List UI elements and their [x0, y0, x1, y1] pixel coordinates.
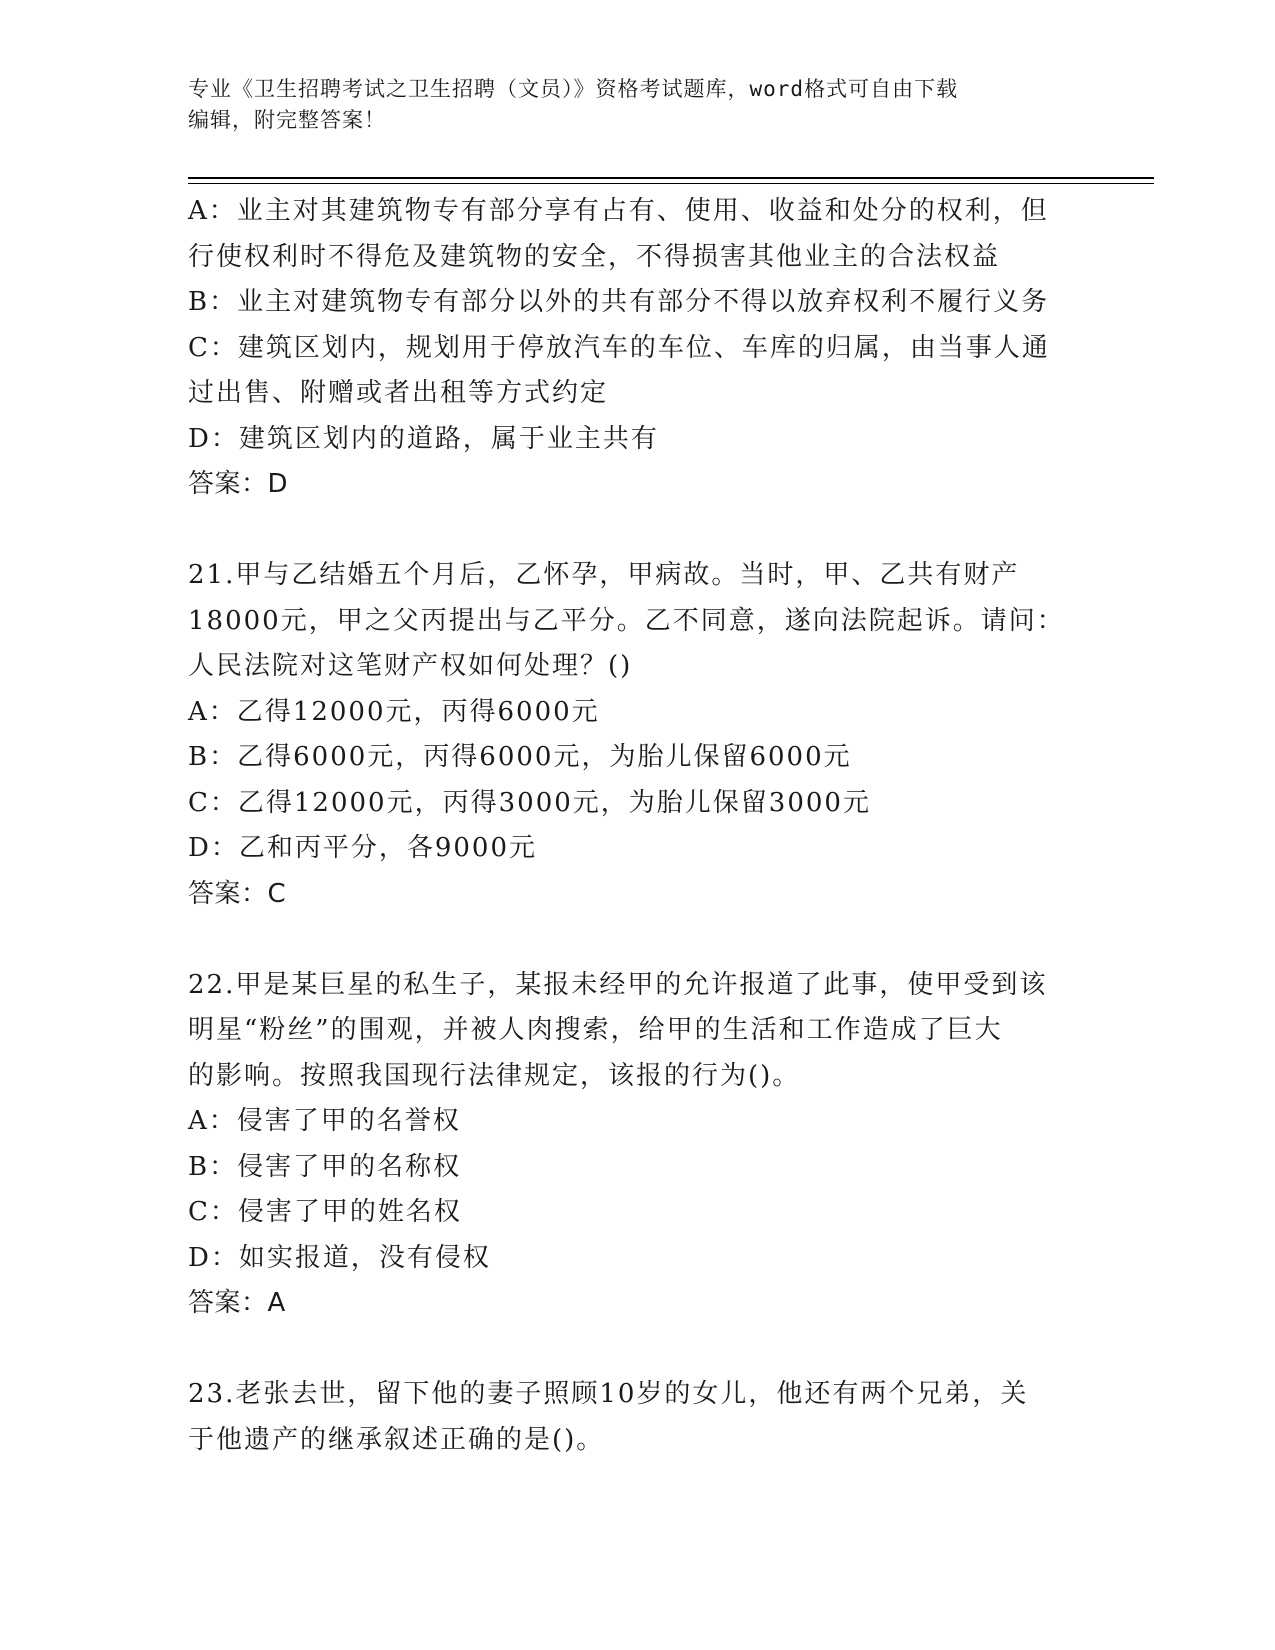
question-stem-line-2: 18000元，甲之父丙提出与乙平分。乙不同意，遂向法院起诉。请问： — [188, 605, 1065, 636]
question-content — [188, 189, 1068, 1463]
option-b: B：乙得6000元，丙得6000元，为胎儿保留6000元 — [188, 742, 852, 772]
question-23-block — [188, 1372, 1068, 1463]
question-stem-line-1: 23.老张去世，留下他的妻子照顾10岁的女儿，他还有两个兄弟，关 — [188, 1379, 1029, 1409]
option-c-line-1: C：建筑区划内，规划用于停放汽车的车位、车库的归属，由当事人通 — [188, 332, 1050, 363]
option-c: C：侵害了甲的姓名权 — [188, 1197, 462, 1227]
question-stem-line-1: 22.甲是某巨星的私生子，某报未经甲的允许报道了此事，使甲受到该 — [188, 969, 1048, 1000]
header-divider-thin — [188, 183, 1154, 184]
question-22-block — [188, 963, 1068, 1327]
spacer — [188, 1327, 1068, 1373]
question-stem-line-3: 的影响。按照我国现行法律规定，该报的行为()。 — [188, 1060, 801, 1091]
question-stem-line-2: 明星“粉丝”的围观，并被人肉搜索，给甲的生活和工作造成了巨大 — [188, 1015, 1003, 1045]
option-b: B：侵害了甲的名称权 — [188, 1151, 462, 1182]
answer: 答案：D — [188, 469, 289, 499]
option-a-line-1: A：业主对其建筑物专有部分享有占有、使用、收益和处分的权利，但 — [188, 196, 1049, 226]
option-d: D：乙和丙平分，各9000元 — [188, 833, 538, 863]
option-a: A：侵害了甲的名誉权 — [188, 1106, 461, 1136]
option-c: C：乙得12000元，丙得3000元，为胎儿保留3000元 — [188, 787, 871, 818]
option-c-line-2: 过出售、附赠或者出租等方式约定 — [188, 378, 609, 408]
spacer — [188, 508, 1068, 554]
option-d: D：如实报道，没有侵权 — [188, 1242, 491, 1273]
option-d: D：建筑区划内的道路，属于业主共有 — [188, 423, 659, 454]
question-stem-line-3: 人民法院对这笔财产权如何处理？() — [188, 651, 633, 681]
question-stem-line-1: 21.甲与乙结婚五个月后，乙怀孕，甲病故。当时，甲、乙共有财产 — [188, 560, 1020, 590]
header-divider-thick — [188, 177, 1154, 179]
question-21-block — [188, 553, 1068, 917]
header-line-2: 编辑，附完整答案！ — [188, 108, 386, 132]
option-a: A：乙得12000元，丙得6000元 — [188, 696, 600, 727]
previous-question-block — [188, 189, 1068, 508]
spacer — [188, 917, 1068, 963]
answer: 答案：A — [188, 1288, 286, 1318]
document-header — [188, 74, 1068, 136]
option-b: B：业主对建筑物专有部分以外的共有部分不得以放弃权利不履行义务 — [188, 287, 1050, 317]
question-stem-line-2: 于他遗产的继承叙述正确的是()。 — [188, 1424, 605, 1455]
header-line-1: 专业《卫生招聘考试之卫生招聘（文员）》资格考试题库，word格式可自由下载 — [188, 77, 959, 101]
answer: 答案：C — [188, 878, 287, 909]
option-a-line-2: 行使权利时不得危及建筑物的安全，不得损害其他业主的合法权益 — [188, 241, 1001, 272]
